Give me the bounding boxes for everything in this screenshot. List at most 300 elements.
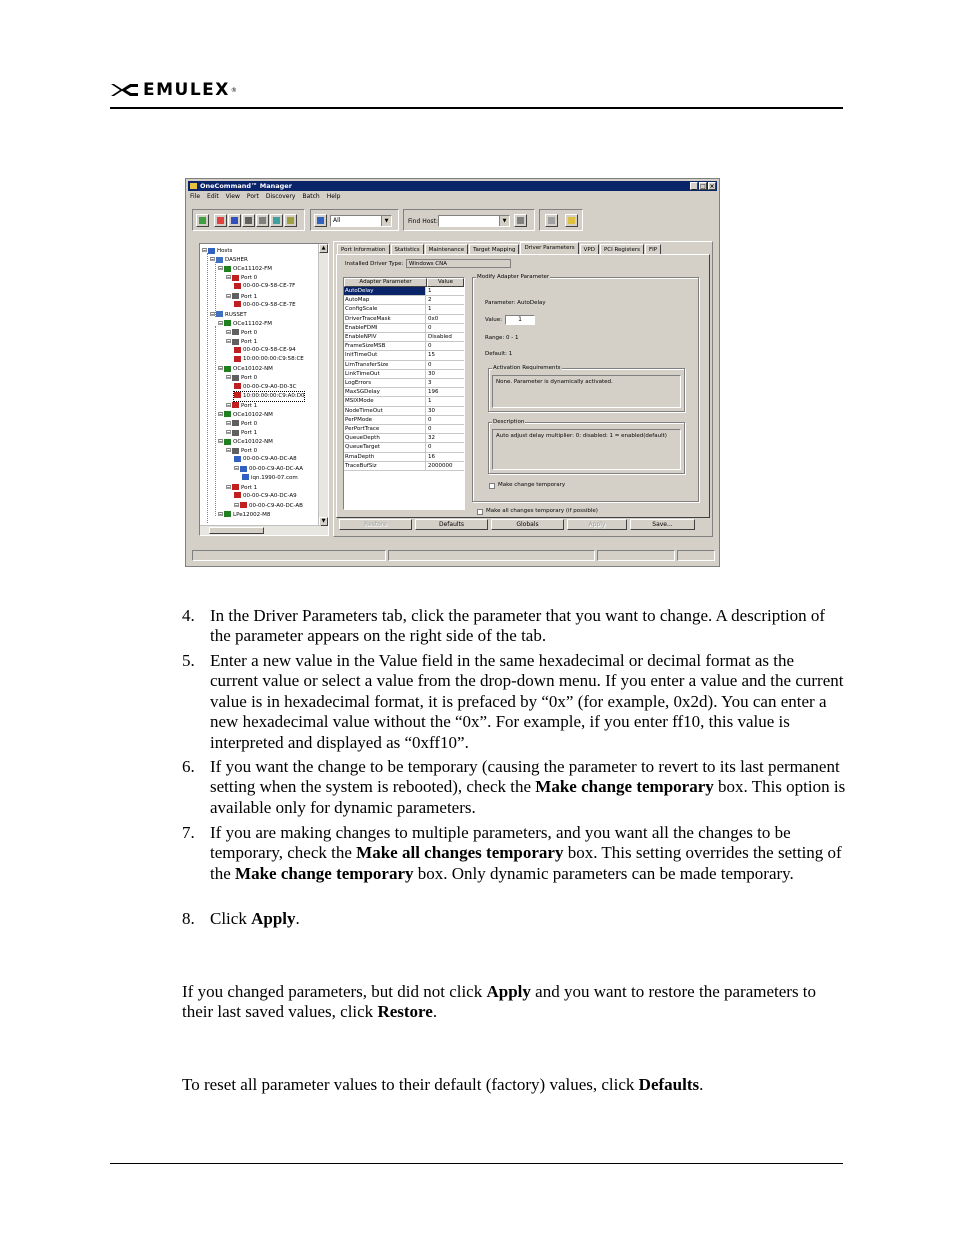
parameter-row[interactable] bbox=[344, 351, 464, 360]
tree-node-label: RUSSET bbox=[225, 311, 247, 318]
value-label: Value: bbox=[485, 317, 502, 323]
parameter-row[interactable] bbox=[344, 434, 464, 443]
find-host-chevron-down-icon[interactable]: ▼ bbox=[499, 216, 509, 226]
fabric-view-icon bbox=[231, 217, 238, 224]
parameter-row[interactable] bbox=[344, 416, 464, 425]
fc-view-icon bbox=[273, 217, 280, 224]
parameter-value: 0 bbox=[428, 361, 432, 368]
host-view-button[interactable] bbox=[214, 214, 227, 227]
text-run: box. This setting overrides the setting of the bbox=[210, 843, 842, 883]
port-icon bbox=[232, 448, 239, 454]
parameter-name: LinkTimeOut bbox=[344, 370, 426, 378]
driver-parameters-panel bbox=[336, 254, 710, 518]
close-button[interactable]: × bbox=[709, 183, 715, 190]
collapse-icon[interactable]: ⊟ bbox=[234, 501, 240, 509]
step-text bbox=[210, 651, 846, 753]
help-icon bbox=[568, 217, 575, 224]
port-icon bbox=[232, 402, 239, 408]
tree-node-label: OCe11102-FM bbox=[233, 320, 272, 327]
tab-statistics[interactable]: Statistics bbox=[391, 244, 424, 254]
emulex-logo-icon bbox=[110, 81, 140, 99]
parameter-value: 0 bbox=[428, 343, 432, 350]
tree-node-label: Port 1 bbox=[241, 339, 258, 345]
tree-node[interactable] bbox=[234, 501, 303, 510]
host-icon bbox=[216, 257, 223, 263]
default-label: Default: 1 bbox=[485, 351, 513, 357]
installed-driver-label: Installed Driver Type: bbox=[345, 261, 404, 267]
collapse-icon[interactable]: ⊟ bbox=[218, 438, 224, 446]
tree-node-label: OCe11102-FM bbox=[233, 266, 272, 273]
minimize-button[interactable]: _ bbox=[690, 182, 698, 190]
parameter-name: EnableNPIV bbox=[344, 333, 426, 341]
bold-term: Defaults bbox=[638, 1075, 700, 1094]
tree-node-label: Hosts bbox=[217, 248, 233, 254]
collapse-icon[interactable]: ⊟ bbox=[210, 310, 216, 318]
tree-vertical-scrollbar[interactable] bbox=[318, 244, 328, 535]
collapse-icon[interactable]: ⊟ bbox=[202, 247, 208, 254]
adapter-icon bbox=[224, 411, 231, 417]
tree-node[interactable] bbox=[234, 492, 297, 501]
text-run: To reset all parameter values to their default (factory) values, click bbox=[182, 1075, 639, 1094]
port-icon bbox=[232, 275, 239, 281]
tree-node[interactable] bbox=[218, 410, 273, 419]
parameter-value: 0 bbox=[428, 444, 432, 451]
tree-guide-line bbox=[215, 326, 216, 516]
text-run: box. This option is available only for dynamic parameters. bbox=[210, 777, 846, 817]
footer-rule bbox=[110, 1163, 843, 1164]
detail-pane bbox=[333, 241, 713, 537]
description-group bbox=[488, 419, 685, 474]
tree-node[interactable] bbox=[226, 428, 257, 437]
modify-parameter-legend: Modify Adapter Parameter bbox=[477, 274, 550, 280]
text-run: . bbox=[432, 1002, 438, 1022]
parameter-name: DriverTraceMask bbox=[344, 315, 426, 323]
tab-target-mapping[interactable]: Target Mapping bbox=[469, 244, 519, 254]
port-icon bbox=[232, 420, 239, 426]
brand-name: EMULEX bbox=[143, 80, 230, 100]
menu-edit[interactable]: Edit bbox=[207, 193, 219, 200]
parameter-name: InitTimeOut bbox=[344, 351, 426, 359]
parameter-row[interactable] bbox=[344, 462, 464, 471]
description-text: Auto adjust delay multiplier: 0: disabled: 1 = enabled(default) bbox=[492, 429, 681, 470]
hosts-tree bbox=[199, 243, 329, 536]
tree-node[interactable] bbox=[218, 319, 272, 328]
adapter-icon bbox=[224, 366, 231, 372]
batch-button[interactable] bbox=[545, 214, 558, 227]
make-all-changes-temporary-label: Make all changes temporary (if possible) bbox=[486, 508, 598, 514]
parameter-name: TraceBufSiz bbox=[344, 462, 426, 470]
bold-term: Apply bbox=[486, 982, 531, 1001]
parameter-row[interactable] bbox=[344, 453, 464, 462]
parameter-value: 16 bbox=[428, 453, 435, 460]
tree-guide-line bbox=[207, 253, 208, 523]
adapter-icon bbox=[224, 511, 231, 517]
collapse-icon[interactable]: ⊟ bbox=[218, 365, 224, 373]
parameter-row[interactable] bbox=[344, 305, 464, 314]
parameter-name: PerPortTrace bbox=[344, 425, 426, 433]
ethernet-view-icon bbox=[287, 217, 294, 224]
tree-node-label: 10:00:00:00:C9:A0:D0 bbox=[243, 392, 305, 399]
view-combo[interactable] bbox=[330, 215, 392, 227]
toolbar bbox=[192, 209, 713, 231]
tree-node[interactable] bbox=[226, 401, 257, 410]
toolbar-group-help bbox=[539, 209, 583, 231]
target-icon bbox=[234, 456, 241, 462]
parameter-name: FrameSizeMSB bbox=[344, 342, 426, 350]
tree-node-label: Port 1 bbox=[241, 430, 258, 436]
tree-node[interactable] bbox=[242, 474, 298, 483]
step-text bbox=[210, 909, 846, 929]
tree-node[interactable] bbox=[202, 246, 232, 255]
save-button[interactable]: Save... bbox=[630, 519, 695, 530]
collapse-icon[interactable]: ⊟ bbox=[226, 338, 232, 345]
tree-node-label: Port 0 bbox=[241, 329, 258, 336]
tree-node-label: 00-00-C9-58-CE-94 bbox=[243, 347, 296, 354]
target-icon bbox=[240, 466, 247, 472]
tab-maintenance[interactable]: Maintenance bbox=[425, 244, 468, 254]
bold-term: Make change temporary bbox=[235, 863, 414, 883]
virtual-view-button[interactable] bbox=[242, 214, 255, 227]
tab-vpd[interactable]: VPD bbox=[580, 244, 599, 254]
window-titlebar bbox=[188, 181, 717, 191]
collapse-icon[interactable]: ⊟ bbox=[234, 465, 240, 473]
help-button[interactable] bbox=[565, 214, 578, 227]
parameter-name-label: Parameter: AutoDelay bbox=[485, 300, 546, 306]
parameter-name: EnableFDMI bbox=[344, 324, 426, 332]
parameter-row[interactable] bbox=[344, 407, 464, 416]
view-filter-icon bbox=[317, 217, 324, 224]
defaults-button[interactable]: Defaults bbox=[415, 519, 488, 530]
tree-horizontal-scroll-thumb[interactable] bbox=[209, 527, 264, 534]
parameter-value: 0 bbox=[428, 426, 432, 432]
collapse-icon[interactable]: ⊟ bbox=[218, 265, 224, 273]
parameter-value: 2 bbox=[428, 297, 432, 304]
step-number: 7. bbox=[182, 823, 195, 842]
bold-term: Make all changes temporary bbox=[356, 843, 564, 863]
tree-node-label: 00-00-C9-A0-DC-A9 bbox=[243, 492, 297, 499]
target-icon bbox=[234, 492, 241, 498]
collapse-icon[interactable]: ⊟ bbox=[226, 483, 232, 491]
collapse-icon[interactable]: ⊟ bbox=[218, 410, 224, 418]
parameter-value: 3 bbox=[428, 380, 432, 386]
column-header-value[interactable]: Value bbox=[427, 278, 464, 287]
toolbar-group-find bbox=[403, 209, 535, 231]
make-change-temporary-checkbox[interactable] bbox=[489, 483, 495, 489]
tab-pci-registers[interactable]: PCI Registers bbox=[600, 244, 644, 254]
parameter-row[interactable] bbox=[344, 370, 464, 379]
text-run: If you want the change to be temporary (causing the parameter to revert to its last permanent setting when the system is rebooted), check the bbox=[210, 757, 840, 797]
collapse-icon[interactable]: ⊟ bbox=[210, 256, 216, 264]
emulex-logo bbox=[110, 80, 237, 100]
port-icon bbox=[232, 430, 239, 436]
view-combo-value: All bbox=[333, 217, 341, 224]
tree-node[interactable] bbox=[226, 446, 257, 455]
tree-node-label: Port 1 bbox=[241, 484, 258, 491]
bold-term: Apply bbox=[251, 909, 296, 928]
collapse-icon[interactable]: ⊟ bbox=[226, 274, 232, 282]
batch-icon bbox=[548, 217, 555, 224]
tree-node[interactable] bbox=[218, 437, 273, 446]
port-icon bbox=[232, 293, 239, 299]
target-icon bbox=[242, 474, 249, 480]
text-run: . bbox=[295, 909, 300, 928]
virtual-view-icon bbox=[245, 217, 252, 224]
adapter-icon bbox=[224, 439, 231, 445]
parameter-name: LogErrors bbox=[344, 379, 426, 387]
scroll-down-icon[interactable]: ▼ bbox=[319, 517, 328, 526]
tree-node[interactable] bbox=[226, 328, 257, 337]
parameter-name: NodeTimeOut bbox=[344, 407, 426, 415]
tree-node-label: LPe12002-M8 bbox=[233, 511, 271, 518]
activation-requirements-group bbox=[488, 365, 685, 412]
find-icon bbox=[517, 217, 524, 224]
fc-view-button[interactable] bbox=[270, 214, 283, 227]
range-label: Range: 0 - 1 bbox=[485, 335, 519, 341]
target-icon bbox=[234, 356, 241, 362]
target-icon bbox=[234, 392, 241, 398]
step-number: 4. bbox=[182, 606, 195, 625]
target-icon bbox=[234, 347, 241, 353]
collapse-icon[interactable]: ⊟ bbox=[226, 292, 232, 300]
parameter-row[interactable] bbox=[344, 361, 464, 370]
column-header-parameter[interactable]: Adapter Parameter bbox=[344, 278, 427, 287]
hosts-icon bbox=[208, 248, 215, 254]
tree-node-label: 10:00:00:00:C9:58:CE bbox=[243, 356, 304, 363]
find-host-label: Find Host: bbox=[408, 218, 438, 225]
parameter-name: MaxSGDelay bbox=[344, 388, 426, 396]
tree-node[interactable] bbox=[210, 310, 247, 319]
step-text bbox=[210, 823, 846, 884]
tree-node-label: 00-00-C9-A0-DC-A8 bbox=[243, 456, 297, 463]
tree-node[interactable] bbox=[234, 301, 296, 310]
menu-port[interactable]: Port bbox=[246, 193, 259, 200]
tree-node-label: Port 0 bbox=[241, 420, 258, 427]
menu-discovery[interactable]: Discovery bbox=[265, 193, 296, 200]
parameter-name: AutoMap bbox=[344, 296, 426, 304]
text-run: If you are making changes to multiple parameters, and you want all the changes to be temporary, check the bbox=[210, 823, 791, 863]
adapter-icon bbox=[224, 266, 231, 272]
local-hba-icon bbox=[259, 217, 266, 224]
apply-button[interactable]: Apply bbox=[567, 519, 627, 530]
port-icon bbox=[232, 375, 239, 381]
parameter-value: 0 bbox=[428, 324, 432, 331]
header-rule bbox=[110, 107, 843, 109]
parameter-value: 30 bbox=[428, 370, 435, 377]
parameter-name: LimTransferSize bbox=[344, 361, 426, 369]
parameter-row[interactable] bbox=[344, 315, 464, 324]
parameter-row[interactable] bbox=[344, 388, 464, 397]
parameter-name: RmaDepth bbox=[344, 453, 426, 461]
toolbar-group-actions bbox=[192, 209, 305, 231]
step-text bbox=[210, 606, 846, 647]
status-bar bbox=[192, 550, 715, 561]
toolbar-group-view bbox=[310, 209, 399, 231]
parameter-value: 2000000 bbox=[428, 462, 453, 469]
parameter-name: QueueDepth bbox=[344, 434, 426, 442]
parameter-table bbox=[343, 277, 465, 510]
make-all-changes-temporary-checkbox[interactable] bbox=[477, 509, 483, 515]
app-icon bbox=[190, 183, 197, 189]
tree-node-label: Port 0 bbox=[241, 375, 258, 382]
text-run: Enter a new value in the Value field in the same hexadecimal or decimal format as the current value or select a value from the drop-down menu. If you enter a value and the current value is in hexadecimal format, it is prefaced by “0x” (for example, 0x2d). You can enter a new hexadecimal value without the “0x”. For example, if you enter ff10, this value is interpreted and displayed as “0xff10”. bbox=[210, 651, 844, 752]
host-view-icon bbox=[217, 217, 224, 224]
parameter-row[interactable] bbox=[344, 287, 464, 296]
parameter-name: AutoDelay bbox=[344, 287, 426, 295]
bold-term: Restore bbox=[377, 1002, 433, 1022]
tree-node-label: 00-00-C9-A0-D0-3C bbox=[243, 383, 297, 390]
parameter-value: 0x0 bbox=[428, 315, 439, 322]
parameter-value: 1 bbox=[428, 398, 432, 405]
tree-node[interactable] bbox=[226, 483, 257, 492]
tree-node[interactable] bbox=[234, 383, 296, 392]
status-segment bbox=[192, 550, 386, 561]
modify-parameter-group bbox=[472, 274, 699, 502]
parameter-row[interactable] bbox=[344, 397, 464, 406]
parameter-value: 1 bbox=[428, 306, 432, 313]
discover-button[interactable] bbox=[196, 214, 209, 227]
text-run: and you want to restore the parameters to their last saved values, click bbox=[182, 982, 817, 1022]
tree-node[interactable] bbox=[234, 392, 304, 401]
window-title: OneCommand™ Manager bbox=[200, 182, 292, 190]
parameter-value: 32 bbox=[428, 435, 435, 442]
status-segment bbox=[597, 550, 675, 561]
tree-node-label: 00-00-C9-A0-DC-AB bbox=[249, 502, 303, 509]
tree-node-label: DASHER bbox=[225, 257, 248, 264]
tree-node[interactable] bbox=[226, 373, 257, 382]
bold-term: Make change temporary bbox=[535, 777, 714, 797]
step-text bbox=[210, 757, 846, 818]
parameter-row[interactable] bbox=[344, 425, 464, 434]
local-hba-button[interactable] bbox=[256, 214, 269, 227]
tree-node[interactable] bbox=[210, 255, 248, 264]
tree-node[interactable] bbox=[234, 282, 295, 291]
adapter-icon bbox=[224, 320, 231, 326]
collapse-icon[interactable]: ⊟ bbox=[226, 419, 232, 427]
text-run: Click bbox=[210, 909, 252, 928]
tree-node[interactable] bbox=[218, 364, 273, 373]
port-icon bbox=[232, 484, 239, 490]
target-icon bbox=[234, 301, 241, 307]
menu-bar bbox=[190, 192, 340, 201]
target-icon bbox=[240, 502, 247, 508]
host-icon bbox=[216, 311, 223, 317]
menu-help[interactable]: Help bbox=[326, 193, 341, 200]
view-filter-button[interactable] bbox=[314, 214, 327, 227]
parameter-row[interactable] bbox=[344, 379, 464, 388]
step-number: 5. bbox=[182, 651, 195, 670]
ethernet-view-button[interactable] bbox=[284, 214, 297, 227]
parameter-value: 1 bbox=[428, 288, 432, 294]
globals-button[interactable]: Globals bbox=[491, 519, 564, 530]
activation-requirements-text: None. Parameter is dynamically activated. bbox=[492, 375, 681, 408]
tree-node[interactable] bbox=[234, 346, 296, 355]
parameter-value: 0 bbox=[428, 416, 432, 423]
maximize-button[interactable]: □ bbox=[700, 183, 706, 190]
parameter-name: PerPMode bbox=[344, 416, 426, 424]
tab-strip bbox=[337, 244, 662, 254]
tree-node[interactable] bbox=[218, 510, 270, 519]
target-icon bbox=[234, 283, 241, 289]
collapse-icon[interactable]: ⊟ bbox=[218, 319, 224, 327]
value-input[interactable]: 1 bbox=[505, 315, 535, 325]
tab-port-information[interactable]: Port Information bbox=[337, 244, 390, 254]
tree-horizontal-scrollbar[interactable] bbox=[200, 525, 321, 535]
tree-node[interactable] bbox=[218, 264, 272, 273]
tree-node[interactable] bbox=[226, 419, 257, 428]
parameter-row[interactable] bbox=[344, 324, 464, 333]
collapse-icon[interactable]: ⊟ bbox=[226, 429, 232, 436]
tree-node-label: Port 0 bbox=[241, 275, 258, 282]
tab-driver-parameters[interactable]: Driver Parameters bbox=[520, 242, 578, 254]
parameter-row[interactable] bbox=[344, 443, 464, 452]
target-icon bbox=[234, 383, 241, 389]
menu-file[interactable]: File bbox=[190, 193, 201, 200]
parameter-name: MSIXMode bbox=[344, 397, 426, 405]
restore-paragraph bbox=[182, 982, 846, 1023]
port-icon bbox=[232, 339, 239, 345]
text-run: box. Only dynamic parameters can be made temporary. bbox=[413, 863, 794, 883]
find-host-combo[interactable] bbox=[438, 215, 510, 227]
tree-node-label: OCe10102-NM bbox=[233, 411, 273, 418]
restore-button[interactable]: Restore bbox=[339, 519, 412, 530]
collapse-icon[interactable]: ⊟ bbox=[218, 510, 224, 518]
tree-node-label: iqn.1990-07.com bbox=[251, 474, 298, 481]
menu-view[interactable]: View bbox=[225, 193, 240, 200]
collapse-icon[interactable]: ⊟ bbox=[226, 374, 232, 382]
discover-icon bbox=[199, 217, 206, 224]
parameter-value: Disabled bbox=[428, 334, 452, 340]
parameter-name: ConfigScale bbox=[344, 305, 426, 313]
parameter-row[interactable] bbox=[344, 342, 464, 351]
tree-node-label: 00-00-C9-58-CE-7F bbox=[243, 283, 296, 290]
tree-node[interactable] bbox=[234, 464, 303, 473]
parameter-value: 196 bbox=[428, 389, 439, 396]
status-segment bbox=[388, 550, 595, 561]
tab-fip[interactable]: FIP bbox=[645, 244, 661, 254]
tree-node[interactable] bbox=[226, 292, 257, 301]
parameter-row[interactable] bbox=[344, 296, 464, 305]
tree-node-label: Port 1 bbox=[241, 293, 258, 300]
fabric-view-button[interactable] bbox=[228, 214, 241, 227]
parameter-value: 15 bbox=[428, 352, 435, 359]
step-number: 6. bbox=[182, 757, 195, 776]
text-run: . bbox=[699, 1075, 704, 1094]
parameter-value: 30 bbox=[428, 407, 435, 414]
description-legend: Description bbox=[493, 419, 525, 425]
collapse-icon[interactable]: ⊟ bbox=[226, 328, 232, 336]
text-run: If you changed parameters, but did not click bbox=[182, 982, 487, 1001]
menu-batch[interactable]: Batch bbox=[302, 193, 320, 200]
parameter-name: QueueTarget bbox=[344, 443, 426, 451]
onecommand-manager-window bbox=[185, 178, 720, 567]
status-segment bbox=[677, 550, 715, 561]
collapse-icon[interactable]: ⊟ bbox=[226, 401, 232, 409]
tree-node-label: 00-00-C9-A0-DC-AA bbox=[249, 466, 304, 473]
view-combo-chevron-down-icon[interactable]: ▼ bbox=[381, 216, 391, 226]
tree-node[interactable] bbox=[234, 455, 297, 464]
tree-node-label: Port 0 bbox=[241, 448, 258, 455]
scroll-up-icon[interactable]: ▲ bbox=[319, 244, 328, 253]
text-run: In the Driver Parameters tab, click the parameter that you want to change. A description of the parameter appears on the right side of the tab. bbox=[210, 606, 826, 646]
tree-node[interactable] bbox=[226, 273, 257, 282]
defaults-paragraph bbox=[182, 1075, 846, 1095]
parameter-row[interactable] bbox=[344, 333, 464, 342]
find-host-button[interactable] bbox=[514, 214, 527, 227]
tree-node[interactable] bbox=[226, 337, 257, 346]
collapse-icon[interactable]: ⊟ bbox=[226, 447, 232, 455]
tree-node-label: OCe10102-NM bbox=[233, 366, 273, 373]
tree-node[interactable] bbox=[234, 355, 304, 364]
